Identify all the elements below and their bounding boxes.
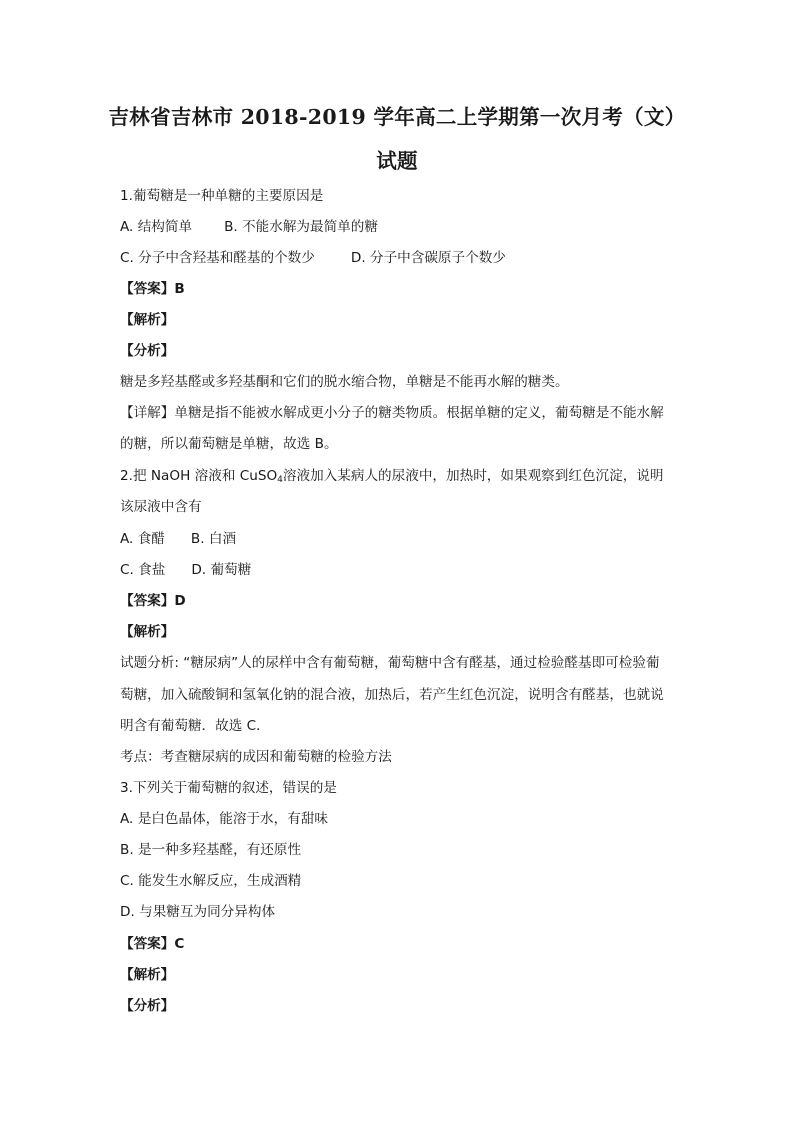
page-title: 吉林省吉林市 2018-2019 学年高二上学期第一次月考（文） bbox=[108, 105, 686, 129]
q2-options-row-1 bbox=[120, 529, 236, 549]
q1-option-a: A. 结构简单 bbox=[120, 219, 193, 235]
q1-fenxi-text: 糖是多羟基醛或多羟基酮和它们的脱水缩合物，单糖是不能再水解的糖类。 bbox=[120, 374, 569, 390]
q2-stem-line-2: 该尿液中含有 bbox=[120, 499, 202, 515]
q1-xiangjie-line-2: 的糖，所以葡萄糖是单糖，故选 B。 bbox=[120, 436, 338, 452]
q1-option-d: D. 分子中含碳原子个数少 bbox=[350, 250, 506, 266]
q2-stem-part-1: 2.把 NaOH 溶液和 CuSO bbox=[120, 468, 278, 484]
q1-xiangjie-line-1: 【详解】单糖是指不能被水解成更小分子的糖类物质。根据单糖的定义，葡萄糖是不能水解 bbox=[120, 405, 664, 421]
q3-fenxi-label: 【分析】 bbox=[120, 998, 175, 1014]
q2-option-c: C. 食盐 bbox=[120, 562, 166, 578]
q1-jiexi-label: 【解析】 bbox=[120, 312, 175, 328]
q2-analysis-line-2: 萄糖，加入硫酸铜和氢氧化钠的混合液，加热后，若产生红色沉淀，说明含有醛基，也就说 bbox=[120, 687, 664, 703]
q3-jiexi-label: 【解析】 bbox=[120, 967, 175, 983]
q2-jiexi-label: 【解析】 bbox=[120, 624, 175, 640]
page-title-continued: 试题 bbox=[376, 149, 418, 173]
q3-answer: 【答案】C bbox=[120, 936, 185, 952]
q2-option-d: D. 葡萄糖 bbox=[191, 562, 252, 578]
q3-option-a: A. 是白色晶体，能溶于水，有甜味 bbox=[120, 811, 329, 827]
q2-option-b: B. 白酒 bbox=[190, 531, 237, 547]
q1-fenxi-label: 【分析】 bbox=[120, 343, 175, 359]
q2-stem-line-1 bbox=[120, 466, 664, 486]
q2-analysis-line-3: 明含有葡萄糖．故选 C． bbox=[120, 718, 270, 734]
q1-stem: 1.葡萄糖是一种单糖的主要原因是 bbox=[120, 188, 324, 204]
q3-option-d: D. 与果糖互为同分异构体 bbox=[120, 904, 276, 920]
q2-options-row-2 bbox=[120, 560, 251, 580]
q1-answer: 【答案】B bbox=[120, 281, 185, 297]
q2-analysis-line-1: 试题分析: “糖尿病”人的尿样中含有葡萄糖，葡萄糖中含有醛基，通过检验醛基即可检验葡 bbox=[120, 655, 660, 671]
q2-option-a: A. 食醋 bbox=[120, 531, 165, 547]
q2-kaodian: 考点：考查糖尿病的成因和葡萄糖的检验方法 bbox=[120, 749, 392, 765]
q3-option-c: C. 能发生水解反应，生成酒精 bbox=[120, 873, 302, 889]
q1-options-row-2 bbox=[120, 248, 506, 268]
q2-answer: 【答案】D bbox=[120, 593, 186, 609]
q1-options-row-1 bbox=[120, 217, 378, 237]
q1-option-c: C. 分子中含羟基和醛基的个数少 bbox=[120, 250, 315, 266]
q1-option-b: B. 不能水解为最简单的糖 bbox=[224, 219, 378, 235]
q3-option-b: B. 是一种多羟基醛，有还原性 bbox=[120, 842, 302, 858]
q2-stem-part-2: 溶液加入某病人的尿液中，加热时，如果观察到红色沉淀，说明 bbox=[282, 468, 664, 484]
q3-stem: 3.下列关于葡萄糖的叙述，错误的是 bbox=[120, 780, 337, 796]
q2-stem-subscript: 4 bbox=[277, 475, 283, 485]
